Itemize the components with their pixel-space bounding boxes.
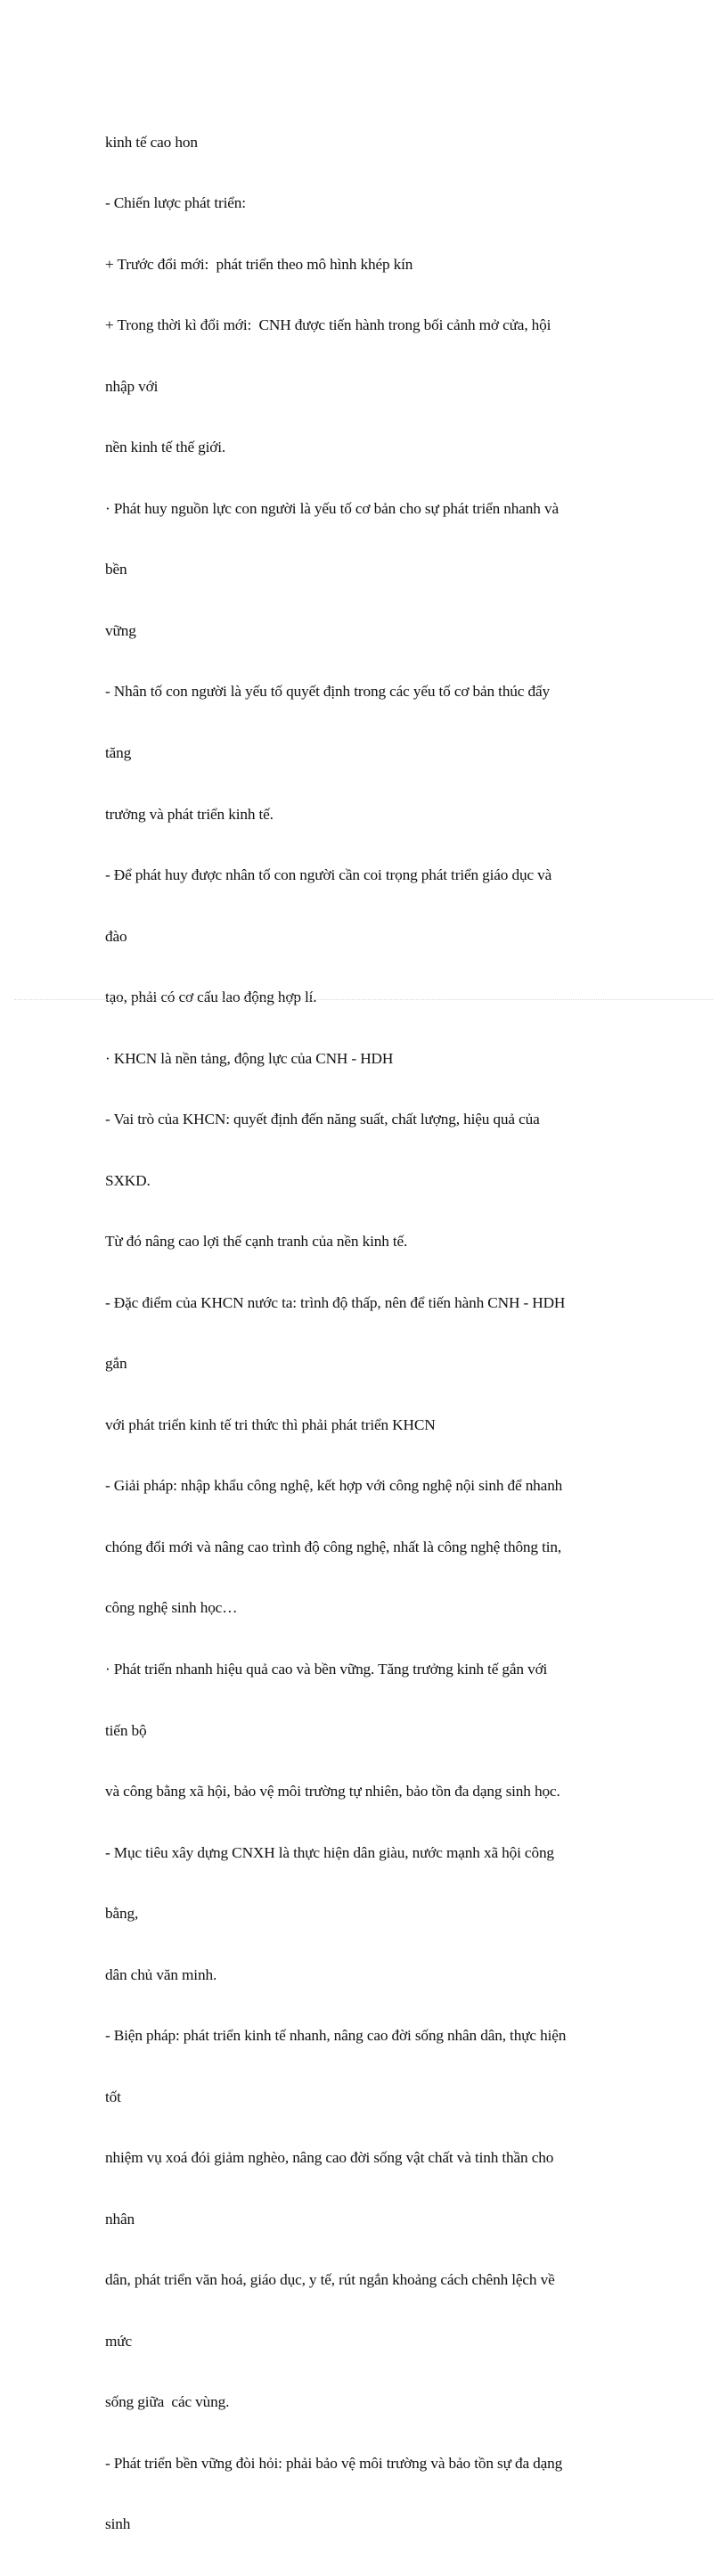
text-line: - Để phát huy được nhân tố con người cần coi trọng phát triển giáo dục và	[105, 866, 552, 884]
text-line: - Mục tiêu xây dựng CNXH là thực hiện dân giàu, nước mạnh xã hội công	[105, 1843, 554, 1861]
text-line: Từ đó nâng cao lợi thế cạnh tranh của nền kinh tế.	[105, 1233, 408, 1251]
text-line: - Giải pháp: nhập khẩu công nghệ, kết hợp với công nghệ nội sinh để nhanh	[105, 1477, 563, 1495]
text-line: tạo, phải có cơ cấu lao động hợp lí.	[105, 989, 317, 1006]
text-line: tiến bộ	[105, 1721, 147, 1739]
text-line: gắn	[105, 1355, 127, 1373]
text-line: với phát triển kinh tế tri thức thì phải phát triển KHCN	[105, 1415, 436, 1433]
text-line: nhân	[105, 2210, 135, 2227]
text-line: trưởng và phát triển kinh tế.	[105, 805, 274, 823]
text-line: sinh	[105, 2515, 131, 2533]
text-line: - Vai trò của KHCN: quyết định đến năng suất, chất lượng, hiệu quả của	[105, 1111, 540, 1128]
text-line: · KHCN là nền tảng, động lực của CNH - HDH	[105, 1049, 394, 1067]
text-line: tăng	[105, 744, 132, 761]
document-body	[105, 92, 658, 2576]
text-line: - Biện pháp: phát triển kinh tế nhanh, nâng cao đời sống nhân dân, thực hiện	[105, 2027, 567, 2045]
text-line: và công bằng xã hội, bảo vệ môi trường tự nhiên, bảo tồn đa dạng sinh học.	[105, 1783, 560, 1801]
text-line: + Trong thời kì đổi mới: CNH được tiến hành trong bối cảnh mở cửa, hội	[105, 316, 551, 334]
text-line: dân chủ văn minh.	[105, 1965, 217, 1983]
text-line: công nghệ sinh học…	[105, 1599, 238, 1617]
text-line: · Phát triển nhanh hiệu quả cao và bền vững. Tăng trưởng kinh tế gắn với	[105, 1660, 548, 1678]
text-line: - Phát triển bền vững đòi hỏi: phải bảo vệ môi trường và bảo tồn sự đa dạng	[105, 2454, 563, 2472]
text-line: chóng đổi mới và nâng cao trình độ công nghệ, nhất là công nghệ thông tin,	[105, 1538, 562, 1555]
text-line: + Trước đổi mới: phát triển theo mô hình khép kín	[105, 255, 413, 273]
text-line: dân, phát triển văn hoá, giáo dục, y tế, rút ngắn khoảng cách chênh lệch về	[105, 2271, 555, 2289]
text-line: đào	[105, 927, 127, 945]
text-line: - Chiến lược phát triển:	[105, 194, 246, 212]
text-line: nhiệm vụ xoá đói giảm nghèo, nâng cao đời sống vật chất và tinh thần cho	[105, 2149, 554, 2167]
text-line: bền	[105, 561, 127, 578]
text-line: · Phát huy nguồn lực con người là yếu tố cơ bản cho sự phát triển nhanh và	[105, 499, 559, 517]
text-line: sống giữa các vùng.	[105, 2393, 230, 2411]
text-line: mức	[105, 2332, 133, 2350]
text-line: - Nhân tố con người là yếu tố quyết định trong các yếu tố cơ bản thúc đẩy	[105, 683, 550, 701]
page-bottom-divider	[14, 999, 713, 1000]
text-line: tốt	[105, 2088, 121, 2105]
text-line: nền kinh tế thế giới.	[105, 439, 226, 456]
text-line: bằng,	[105, 1905, 139, 1923]
text-line: SXKD.	[105, 1171, 151, 1189]
text-line: - Đặc điểm của KHCN nước ta: trình độ thấp, nên để tiến hành CNH - HDH	[105, 1293, 566, 1311]
text-line: kinh tế cao hon	[105, 133, 198, 151]
text-line: nhập với	[105, 377, 159, 395]
text-line: vững	[105, 621, 136, 639]
